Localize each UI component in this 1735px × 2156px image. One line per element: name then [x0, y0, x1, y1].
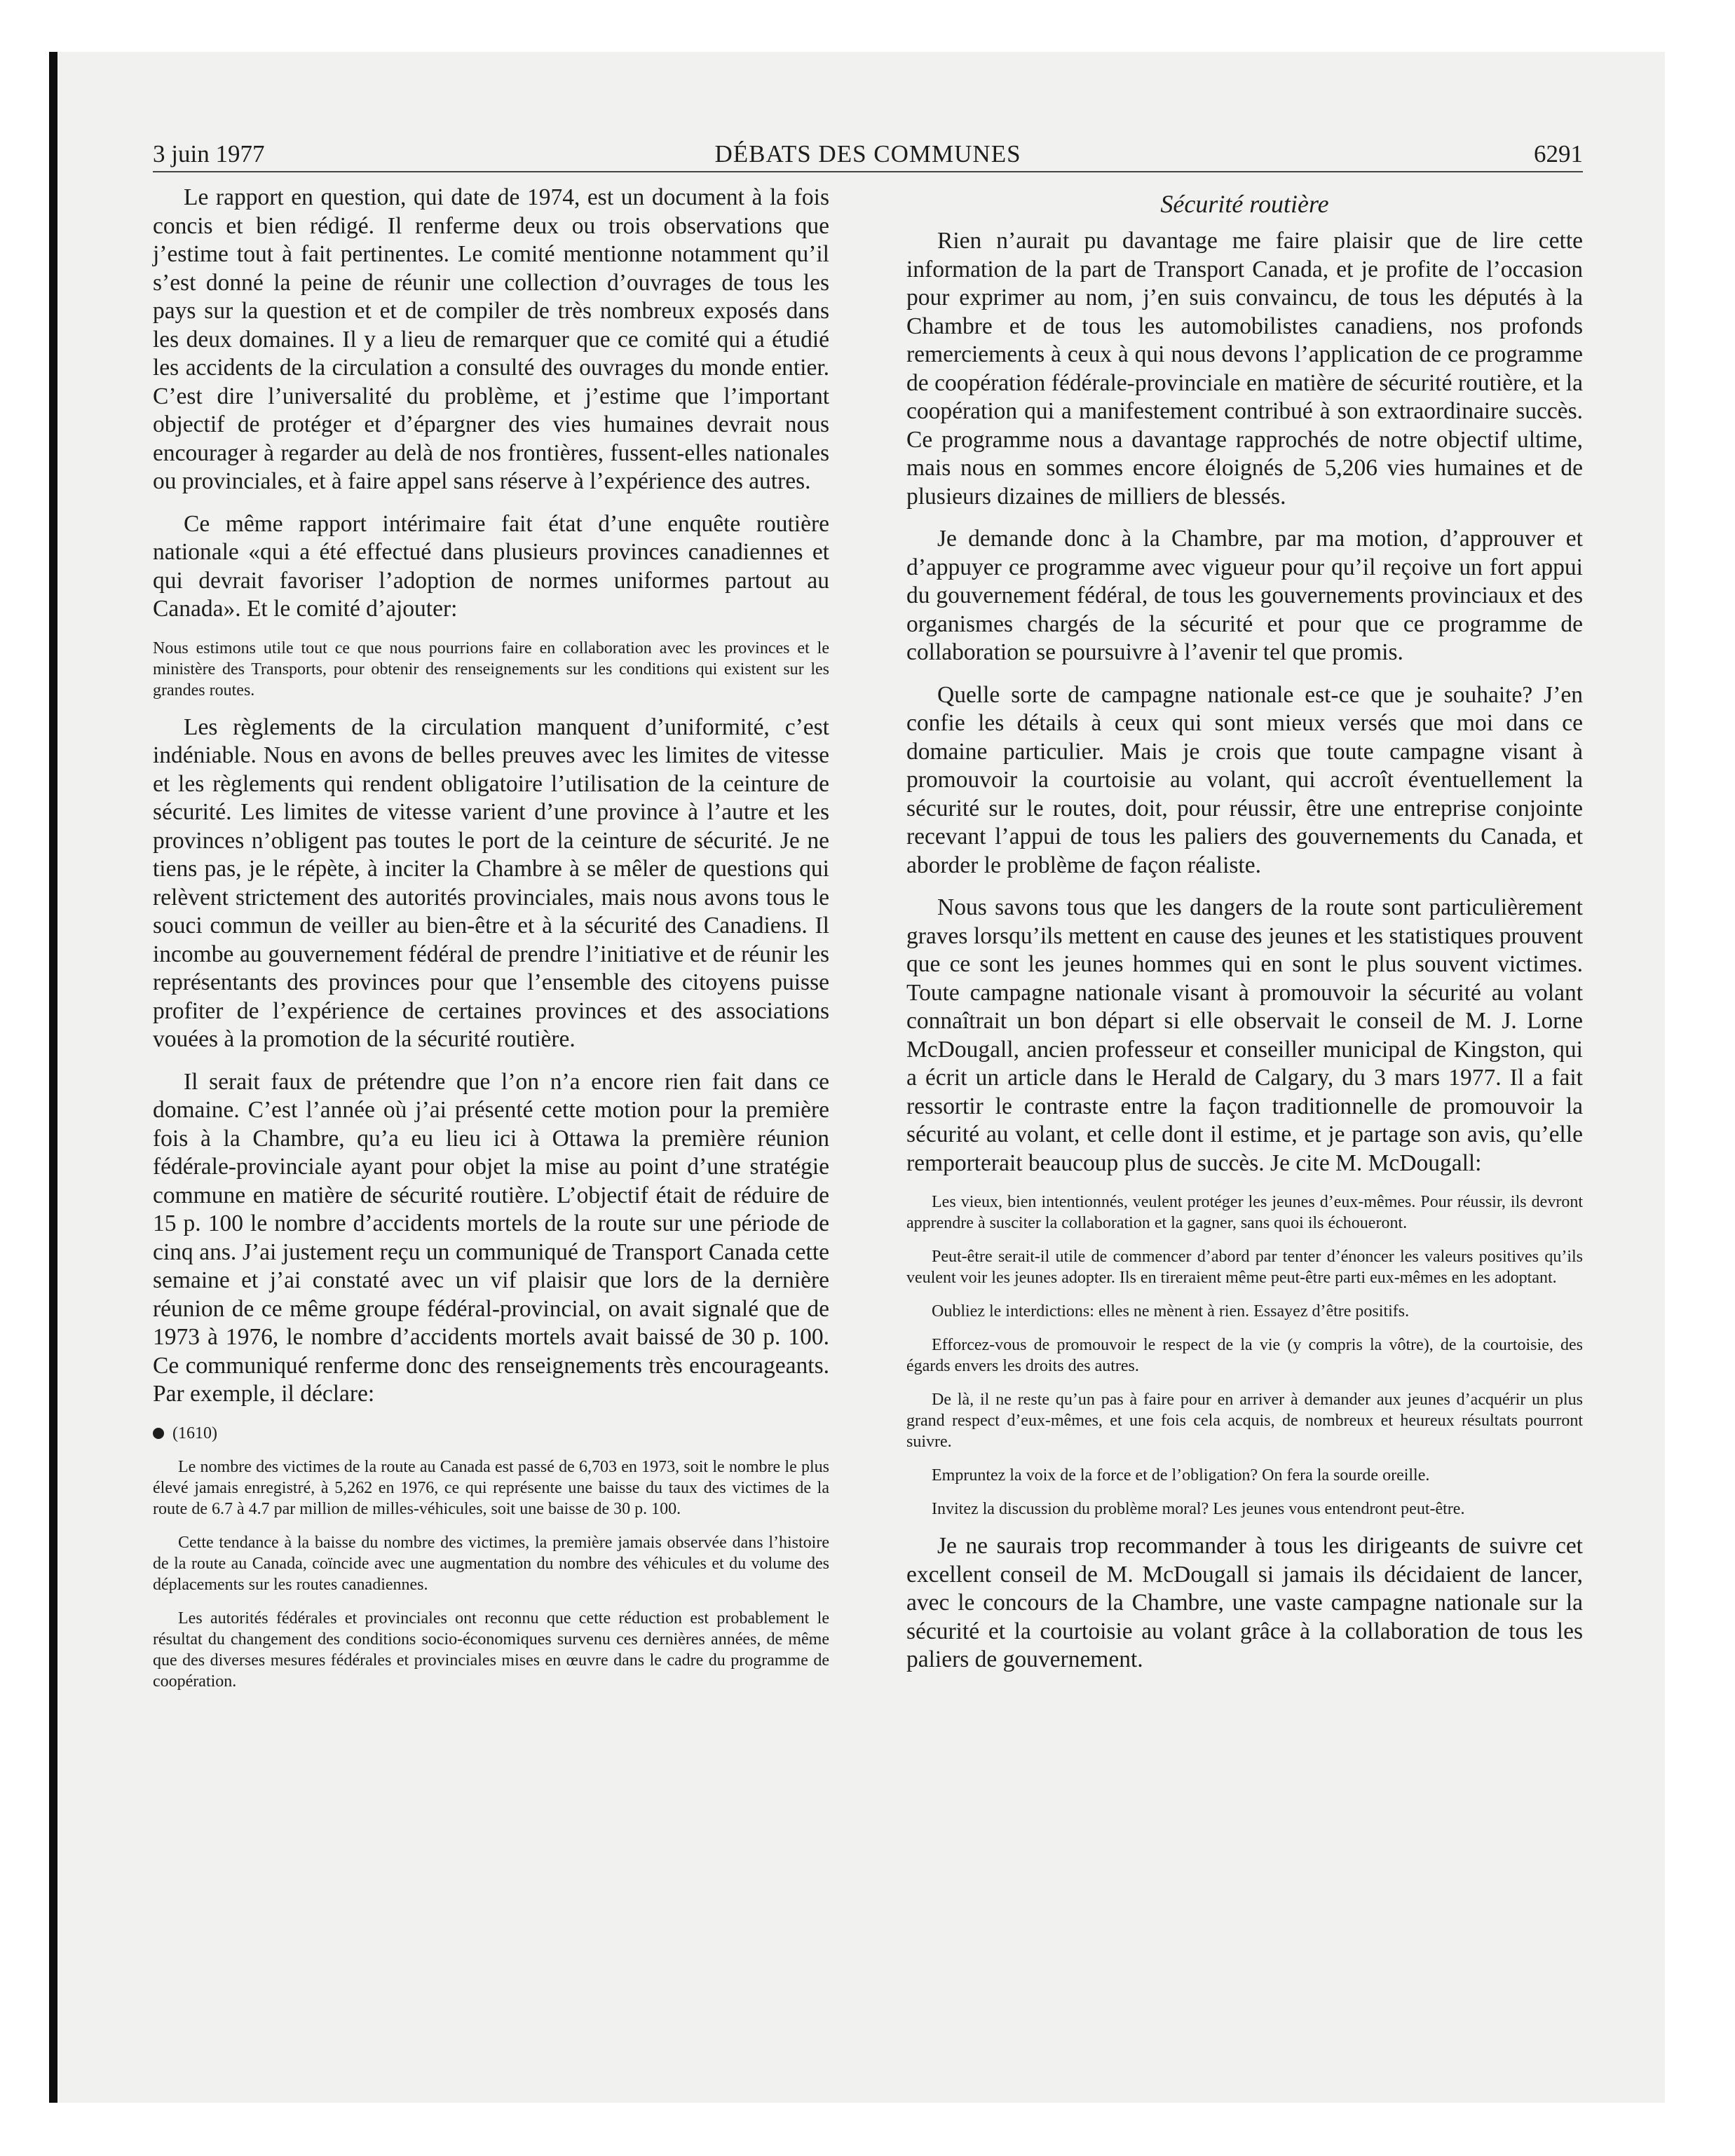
block-quote: Cette tendance à la baisse du nombre des victimes, la première jamais observée dans l’histoire de la route au Canada, coïncide avec une augmentation du nombre des véhicules et du volume des déplacements sur les routes canadiennes. [153, 1533, 829, 1594]
body-paragraph: Nous savons tous que les dangers de la route sont particulièrement graves lorsqu’ils mettent en cause des jeunes et les statistiques prouvent que ce sont les jeunes hommes qui en sont le plus souvent victimes. Toute campagne nationale visant à promouvoir la sécurité au volant connaîtrait un bon départ si elle observait le conseil de M. J. Lorne McDougall, ancien professeur et conseiller municipal de Kingston, qui a écrit un article dans le Herald de Calgary, du 3 mars 1977. Il a fait ressortir le contraste entre la façon traditionnelle de promouvoir la sécurité au volant, et celle dont il estime, et je partage son avis, qu’elle remporterait beaucoup plus de succès. Je cite M. McDougall: [906, 894, 1583, 1176]
block-quote: Les autorités fédérales et provinciales ont reconnu que cette réduction est probablement le résultat du changement des conditions socio-économiques survenu ces dernières années, de même que des diverses mesures fédérales et provinciales mises en œuvre dans le cadre du programme de coopération. [153, 1609, 829, 1691]
body-paragraph: Je demande donc à la Chambre, par ma motion, d’approuver et d’appuyer ce programme avec vigueur pour qu’il reçoive un fort appui du gouvernement fédéral, de tous les gouvernements provinciaux et des organismes chargés de la sécurité et pour que ce programme de collaboration se poursuivre à l’avenir tel que promis. [906, 526, 1583, 665]
block-quote: De là, il ne reste qu’un pas à faire pour en arriver à demander aux jeunes d’acquérir un plus grand respect d’eux-mêmes, et une fois cela acquis, de nombreux et heureux résultats pourront suivre. [906, 1391, 1583, 1451]
block-quote: Oubliez le interdictions: elles ne mènent à rien. Essayez d’être positifs. [932, 1302, 1410, 1321]
block-quote: Empruntez la voix de la force et de l’obligation? On fera la sourde oreille. [932, 1466, 1430, 1485]
body-paragraph: Il serait faux de prétendre que l’on n’a encore rien fait dans ce domaine. C’est l’année où j’ai présenté cette motion pour la première fois à la Chambre, qu’a eu lieu ici à Ottawa la première réunion fédérale-provinciale ayant pour objet la mise au point d’une stratégie commune en matière de sécurité routière. L’objectif était de réduire de 15 p. 100 le nombre d’accidents mortels de la route sur une période de cinq ans. J’ai justement reçu un communiqué de Transport Canada cette semaine et j’ai constaté avec un vif plaisir que lors de la dernière réunion de ce même groupe fédéral-provincial, on avait signalé que de 1973 à 1976, le nombre d’accidents mortels avait baissé de 30 p. 100. Ce communiqué renferme donc des renseignements très encourageants. Par exemple, il déclare: [153, 1068, 829, 1407]
body-paragraph: Quelle sorte de campagne nationale est-ce que je souhaite? J’en confie les détails à ceux qui sont mieux versés que moi dans ce domaine particulier. Mais je crois que toute campagne visant à promouvoir la courtoisie au volant, qui accroît éventuellement la sécurité sur le routes, doit, pour réussir, être une entreprise conjointe recevant l’appui de tous les paliers des gouvernements du Canada, et aborder le problème de façon réaliste. [906, 681, 1583, 878]
body-paragraph: Le rapport en question, qui date de 1974, est un document à la fois concis et bien rédigé. Il renferme deux ou trois observations que j’estime tout à fait pertinentes. Le comité mentionne notamment qu’il s’est donné la peine de réunir une collection d’ouvrages de tous les pays sur la question et et de compiler de très nombreux exposés dans les deux domaines. Il y a lieu de remarquer que ce comité qui a étudié les accidents de la circulation a consulté des ouvrages du monde entier. C’est dire l’universalité du problème, et j’estime que l’important objectif de protéger et d’épargner des vies humaines devrait nous encourager à regarder au delà de nos frontières, fussent-elles nationales ou provinciales, et à faire appel sans réserve à l’expérience des autres. [153, 184, 829, 494]
time-marker-text: (1610) [172, 1424, 217, 1442]
page-header [153, 139, 1583, 172]
time-marker [153, 1423, 829, 1444]
section-heading: Sécurité routière [1160, 190, 1329, 218]
header-title: DÉBATS DES COMMUNES [714, 140, 1021, 168]
header-page-number: 6291 [1534, 140, 1583, 168]
body-paragraph: Ce même rapport intérimaire fait état d’une enquête routière nationale «qui a été effectué dans plusieurs provinces canadiennes et qui devrait favoriser l’adoption de normes uniformes partout au Canada». Et le comité d’ajouter: [153, 510, 829, 622]
block-quote: Les vieux, bien intentionnés, veulent protéger les jeunes d’eux-mêmes. Pour réussir, ils devront apprendre à susciter la collaboration et la gagner, sans quoi ils échoueront. [906, 1193, 1583, 1232]
body-paragraph: Rien n’aurait pu davantage me faire plaisir que de lire cette information de la part de Transport Canada, et je profite de l’occasion pour exprimer au nom, j’en suis convaincu, de tous les députés à la Chambre et de tous les automobilistes canadiens, nos profonds remerciements à ceux à qui nous devons l’application de ce programme de coopération fédérale-provinciale en matière de sécurité routière, et la coopération qui a manifestement contribué à son extraordinaire succès. Ce programme nous a davantage rapprochés de notre objectif ultime, mais nous en sommes encore éloignés de 5,206 vies humaines et de plusieurs dizaines de milliers de blessés. [906, 228, 1583, 510]
bullet-icon [153, 1428, 164, 1439]
block-quote: Invitez la discussion du problème moral? Les jeunes vous entendront peut-être. [932, 1500, 1465, 1518]
document-page [153, 133, 1583, 2026]
header-date: 3 juin 1977 [153, 140, 265, 168]
right-column [906, 184, 1583, 1688]
left-column [153, 184, 829, 1705]
body-paragraph: Les règlements de la circulation manquent d’uniformité, c’est indéniable. Nous en avons de belles preuves avec les limites de vitesse et les règlements qui rendent obligatoire l’utilisation de la ceinture de sécurité. Les limites de vitesse varient d’une province à l’autre et les provinces n’obligent pas toutes le port de la ceinture de sécurité. Je ne tiens pas, je le répète, à inciter la Chambre à se mêler de questions qui relèvent strictement des autorités provinciales, mais nous avons tous le souci commun de veiller au bien-être et à la sécurité des Canadiens. Il incombe au gouvernement fédéral de prendre l’initiative et de réunir les représentants des provinces pour que l’ensemble des citoyens puisse profiter de l’expérience de certaines provinces et des associations vouées à la promotion de la sécurité routière. [153, 714, 829, 1052]
block-quote: Le nombre des victimes de la route au Canada est passé de 6,703 en 1973, soit le nombre le plus élevé jamais enregistré, à 5,262 en 1976, ce qui représente une baisse du taux des victimes de la route de 6.7 à 4.7 par million de milles-véhicules, soit une baisse de 30 p. 100. [153, 1457, 829, 1518]
block-quote: Nous estimons utile tout ce que nous pourrions faire en collaboration avec les provinces et le ministère des Transports, pour obtenir des renseignements sur les conditions qui existent sur les grandes routes. [153, 639, 829, 700]
scan-edge [49, 52, 57, 2103]
block-quote: Efforcez-vous de promouvoir le respect de la vie (y compris la vôtre), de la courtoisie, des égards envers les droits des autres. [906, 1336, 1583, 1375]
block-quote: Peut-être serait-il utile de commencer d’abord par tenter d’énoncer les valeurs positives qu’ils veulent voir les jeunes adopter. Ils en tireraient même peut-être parti eux-mêmes en les adoptant. [906, 1248, 1583, 1287]
closing-paragraph: Je ne saurais trop recommander à tous les dirigeants de suivre cet excellent conseil de M. McDougall si jamais ils décidaient de lancer, avec le concours de la Chambre, une vaste campagne nationale sur la sécurité et la courtoisie au volant grâce à la collaboration de tous les paliers de gouvernement. [906, 1533, 1583, 1672]
